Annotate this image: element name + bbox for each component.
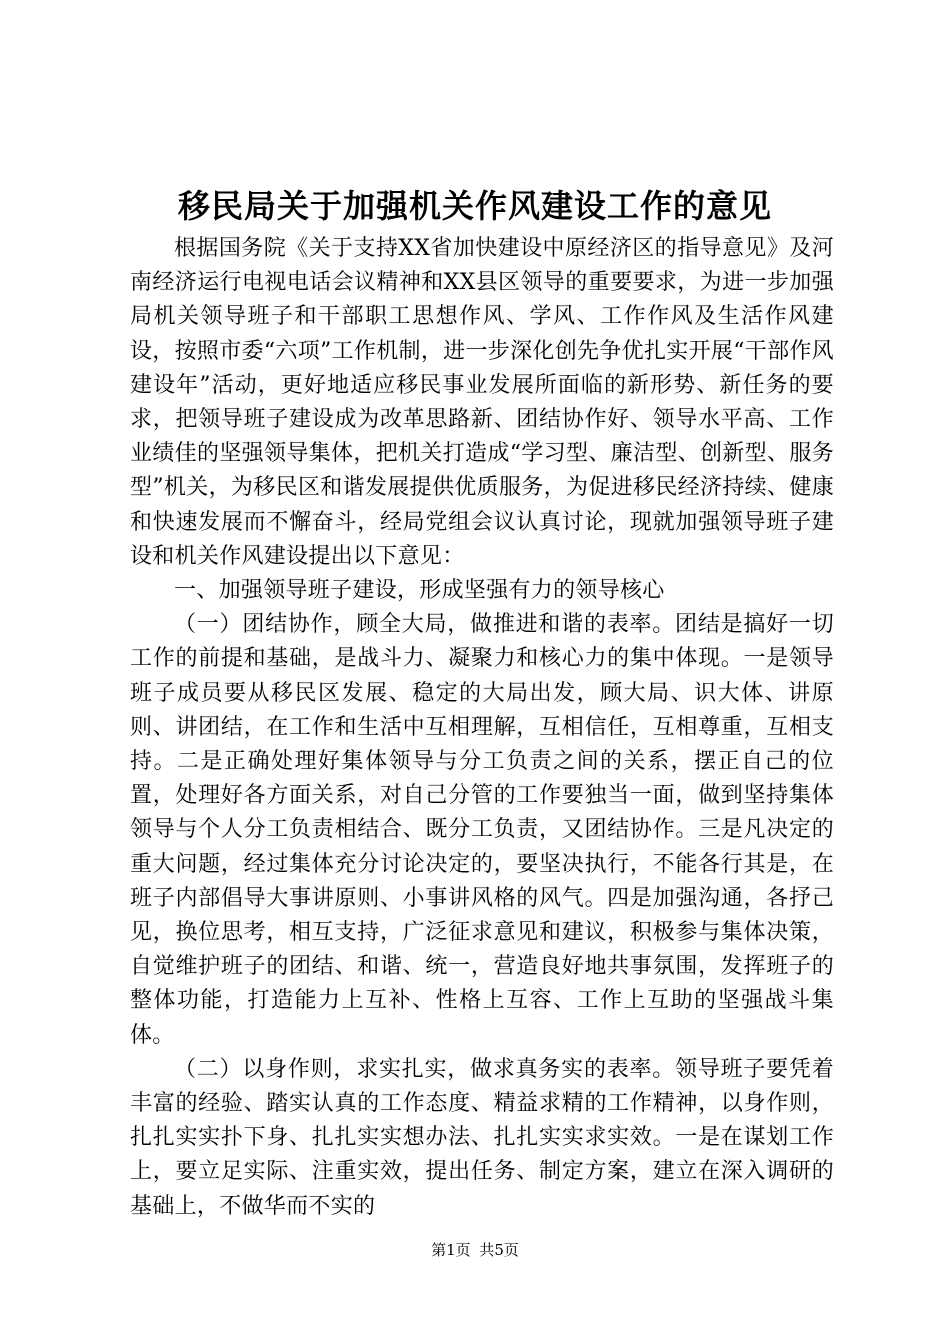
section-heading-1: 一、加强领导班子建设，形成坚强有力的领导核心	[174, 578, 665, 604]
document-title: 移民局关于加强机关作风建设工作的意见	[177, 187, 772, 225]
subsection-paragraph-2: （二）以身作则，求实扎实，做求真务实的表率。领导班子要凭着丰富的经验、踏实认真的工作态度、精益求精的工作精神，以身作则，扎扎实实扑下身、扎扎实实想办法、扎扎实实求实效。一是在谋划工作上，要立足实际、注重实效，提出任务、制定方案，建立在深入调研的基础上，不做华而不实的	[130, 1056, 834, 1219]
page-footer	[0, 1240, 950, 1260]
intro-paragraph: 根据国务院《关于支持XX省加快建设中原经济区的指导意见》及河南经济运行电视电话会议精神和XX县区领导的重要要求，为进一步加强局机关领导班子和干部职工思想作风、学风、工作作风及生活作风建设，按照市委“六项”工作机制，进一步深化创先争优扎实开展“干部作风建设年”活动，更好地适应移民事业发展所面临的新形势、新任务的要求，把领导班子建设成为改革思路新、团结协作好、领导水平高、工作业绩佳的坚强领导集体，把机关打造成“学习型、廉洁型、创新型、服务型”机关，为移民区和谐发展提供优质服务，为促进移民经济持续、健康和快速发展而不懈奋斗，经局党组会议认真讨论，现就加强领导班子建设和机关作风建设提出以下意见：	[130, 236, 834, 569]
subsection-paragraph-1: （一）团结协作，顾全大局，做推进和谐的表率。团结是搞好一切工作的前提和基础，是战斗力、凝聚力和核心力的集中体现。一是领导班子成员要从移民区发展、稳定的大局出发，顾大局、识大体、讲原则、讲团结，在工作和生活中互相理解，互相信任，互相尊重，互相支持。二是正确处理好集体领导与分工负责之间的关系，摆正自己的位置，处理好各方面关系，对自己分管的工作要独当一面，做到坚持集体领导与个人分工负责相结合、既分工负责，又团结协作。三是凡决定的重大问题，经过集体充分讨论决定的，要坚决执行，不能各行其是，在班子内部倡导大事讲原则、小事讲风格的风气。四是加强沟通，各抒己见，换位思考，相互支持，广泛征求意见和建议，积极参与集体决策，自觉维护班子的团结、和谐、统一，营造良好地共事氛围，发挥班子的整体功能，打造能力上互补、性格上互容、工作上互助的坚强战斗集体。	[130, 612, 834, 1048]
page-number: 第1页	[431, 1241, 471, 1259]
page-total: 共5页	[479, 1241, 519, 1259]
document-body	[130, 232, 834, 1224]
